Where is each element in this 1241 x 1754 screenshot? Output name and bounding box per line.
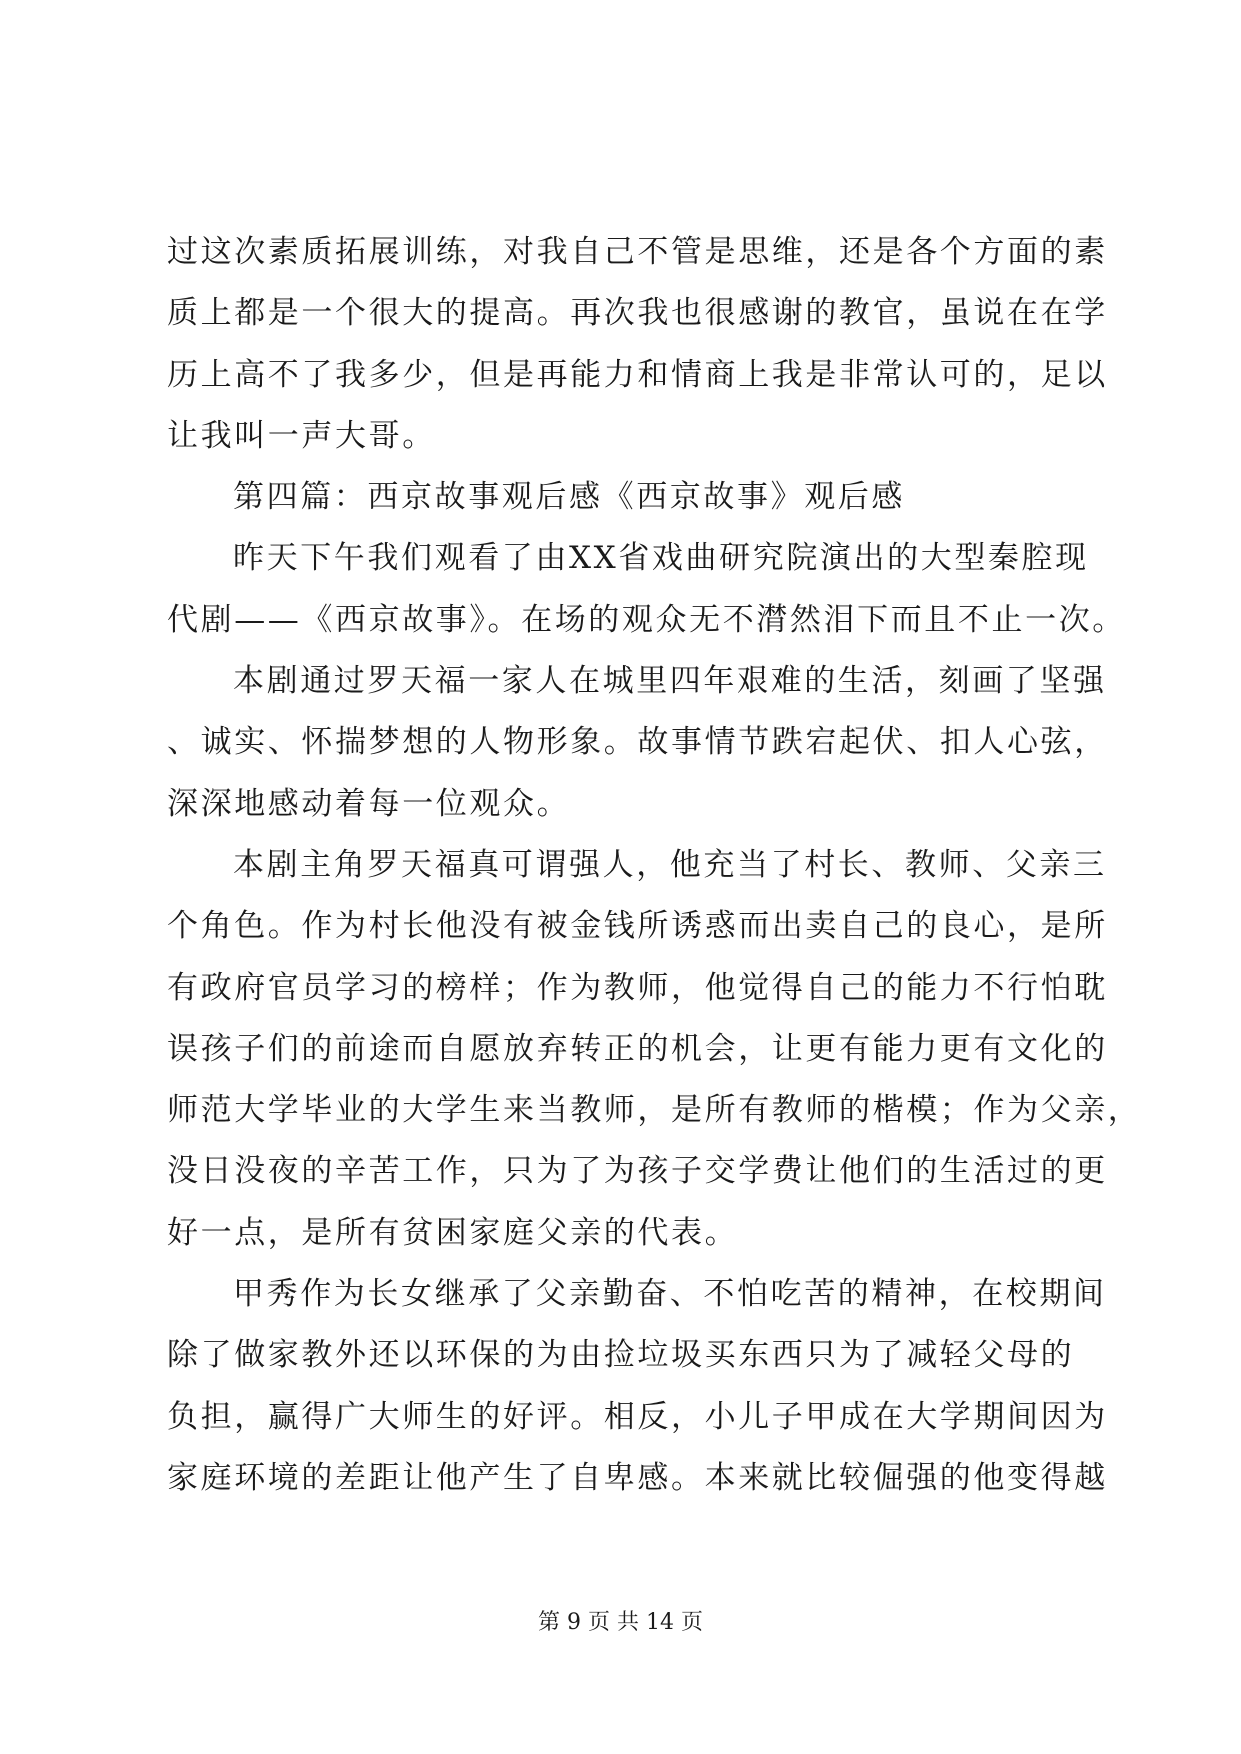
text-line: 让我叫一声大哥。 xyxy=(167,417,436,454)
text-line: 甲秀作为长女继承了父亲勤奋、不怕吃苦的精神，在校期间 xyxy=(233,1276,1107,1313)
text-line: 代剧——《西京故事》。在场的观众无不潸然泪下而且不止一次。 xyxy=(167,601,1126,638)
text-line: 历上高不了我多少，但是再能力和情商上我是非常认可的，足以 xyxy=(167,356,1108,393)
text-line: 误孩子们的前途而自愿放弃转正的机会，让更有能力更有文化的 xyxy=(167,1030,1108,1067)
text-line: 有政府官员学习的榜样；作为教师，他觉得自己的能力不行怕耽 xyxy=(167,969,1108,1006)
page-number-footer: 第 9 页 共 14 页 xyxy=(538,1610,703,1635)
text-line: 没日没夜的辛苦工作，只为了为孩子交学费让他们的生活过的更 xyxy=(167,1153,1108,1190)
section-heading: 第四篇：西京故事观后感《西京故事》观后感 xyxy=(233,479,905,516)
text-line: 师范大学毕业的大学生来当教师，是所有教师的楷模；作为父亲， xyxy=(167,1092,1142,1129)
text-line: 家庭环境的差距让他产生了自卑感。本来就比较倔强的他变得越 xyxy=(167,1459,1108,1496)
text-line: 过这次素质拓展训练，对我自己不管是思维，还是各个方面的素 xyxy=(167,234,1108,270)
text-line: 个角色。作为村长他没有被金钱所诱惑而出卖自己的良心，是所 xyxy=(167,908,1108,945)
text-line: 除了做家教外还以环保的为由捡垃圾买东西只为了减轻父母的 xyxy=(167,1337,1075,1374)
text-line: 深深地感动着每一位观众。 xyxy=(167,785,571,822)
text-line: 本剧主角罗天福真可谓强人，他充当了村长、教师、父亲三 xyxy=(233,846,1107,883)
text-line: 质上都是一个很大的提高。再次我也很感谢的教官，虽说在在学 xyxy=(167,295,1108,332)
body-text xyxy=(167,222,1142,1509)
text-line: 负担，赢得广大师生的好评。相反，小儿子甲成在大学期间因为 xyxy=(167,1398,1108,1435)
text-line: 本剧通过罗天福一家人在城里四年艰难的生活，刻画了坚强 xyxy=(233,663,1107,700)
text-line: 昨天下午我们观看了由XX省戏曲研究院演出的大型秦腔现 xyxy=(233,540,1089,577)
text-line: 好一点，是所有贫困家庭父亲的代表。 xyxy=(167,1214,739,1251)
text-line: 、诚实、怀揣梦想的人物形象。故事情节跌宕起伏、扣人心弦， xyxy=(167,724,1108,761)
